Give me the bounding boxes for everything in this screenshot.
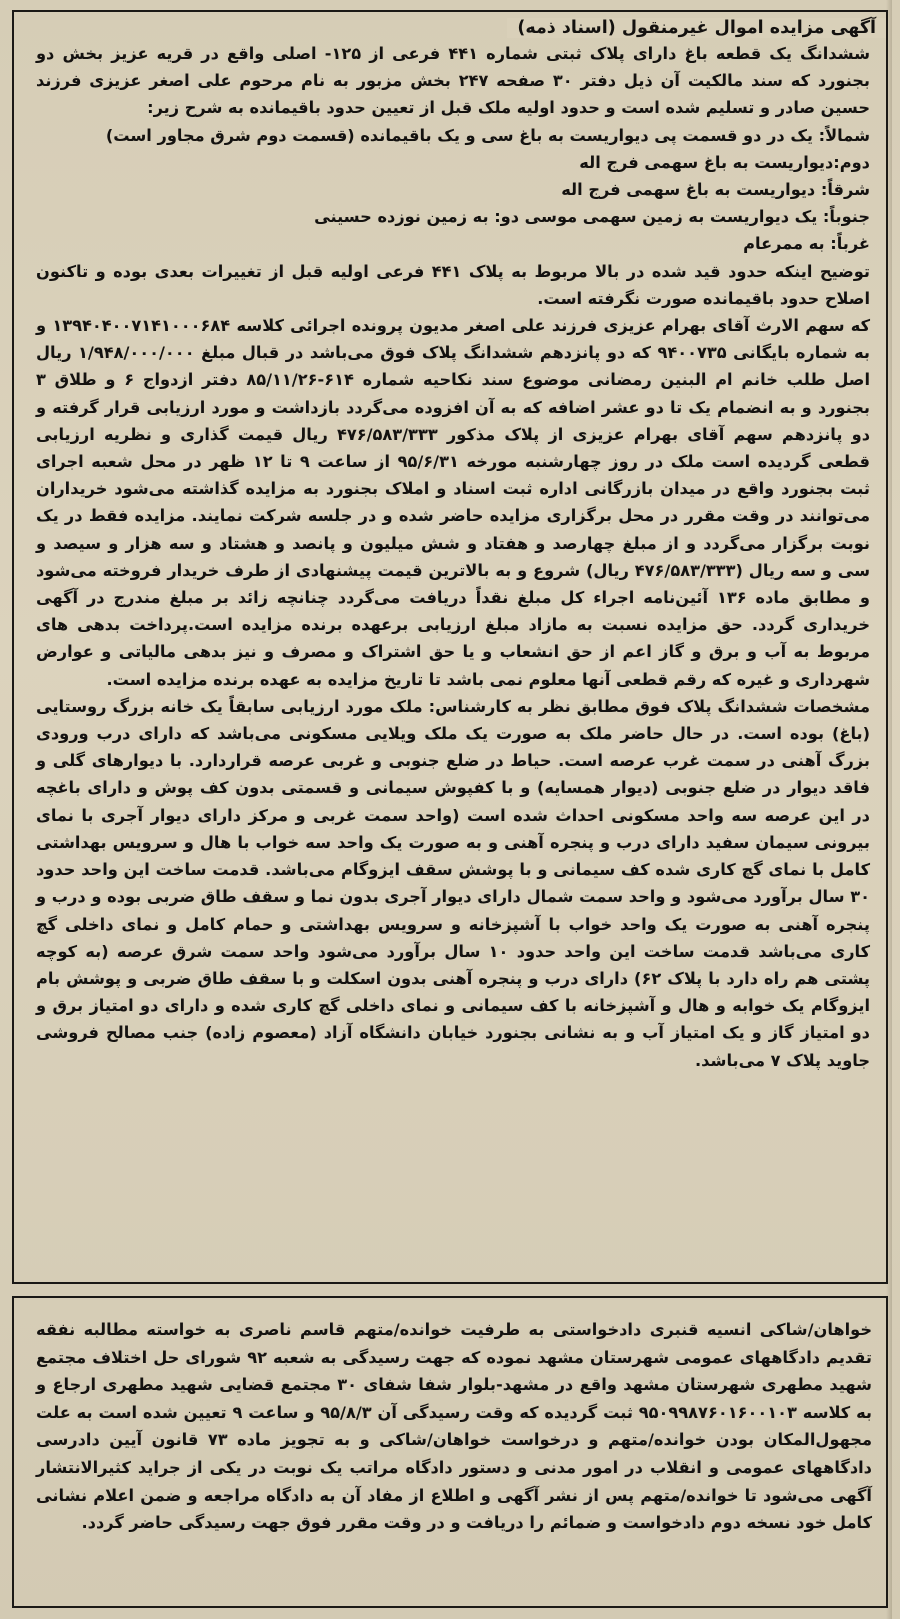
notice-boundary-east: شرقاً: دیواریست به باغ سهمی فرج اله bbox=[561, 180, 870, 200]
auction-notice-title: آگهی مزایده اموال غیرمنقول (اسناد ذمه) bbox=[507, 18, 886, 38]
court-summons-notice bbox=[12, 1296, 888, 1608]
notice-paragraph-intro: ششدانگ یک قطعه باغ دارای پلاک ثبتی شماره ۴۴۱ فرعی از ۱۲۵- اصلی واقع در قریه عزیز بخش دو بجنورد که سند مالکیت آن ذیل دفتر ۳۰ صفحه ۲۴۷ بخش مزبور به نام مرحوم علی اصغر عزیزی فرزند حسین صادر و تسلیم شده است و حدود اولیه ملک قبل از تعیین حدود باقیمانده به شرح زیر: bbox=[36, 44, 870, 118]
notice-paragraph-auction-terms: که سهم الارث آقای بهرام عزیزی فرزند علی اصغر مدیون پرونده اجرائی کلاسه ۱۳۹۴۰۴۰۰۷۱۴۱۰۰۰۶۸۴ و به شماره بایگانی ۹۴۰۰۷۳۵ که دو پانزدهم ششدانگ پلاک فوق می‌باشد در قبال مبلغ ۱/۹۴۸/۰۰۰/۰۰۰ ریال اصل طلب خانم ام البنین رمضانی موضوع سند نکاحیه شماره ۶۱۴-۸۵/۱۱/۲۶ دفتر ازدواج ۶ و طلاق ۳ بجنورد و به انضمام یک تا دو عشر اضافه که به آن افزوده می‌گردد بازداشت و مورد ارزیابی قرار گرفته و دو پانزدهم سهم آقای بهرام عزیزی از پلاک مذکور ۴۷۶/۵۸۳/۳۳۳ ریال قیمت گذاری و نظریه ارزیابی قطعی گردیده است ملک در روز چهارشنبه مورخه ۹۵/۶/۳۱ از ساعت ۹ تا ۱۲ ظهر در محل شعبه اجرای ثبت بجنورد واقع در میدان بازرگانی اداره ثبت اسناد و املاک بجنورد به مزایده گذاشته می‌شود خریداران می‌توانند در وقت مقرر در محل برگزاری مزایده حاضر شده و در جلسه شرکت نمایند. مزایده فقط در یک نوبت برگزار می‌گردد و از مبلغ چهارصد و هفتاد و شش میلیون و پانصد و هشتاد و سه هزار و سیصد و سی و سه ریال (۴۷۶/۵۸۳/۳۳۳ ریال) شروع و به بالاترین قیمت پیشنهادی از طرف خریدار فروخته می‌شود و مطابق ماده ۱۳۶ آئین‌نامه اجراء کل مبلغ نقداً دریافت می‌گردد چنانچه زائد بر مبلغ مندرج در آگهی خریداری گردد. حق مزایده نسبت به مازاد مبلغ ارزیابی برعهده برنده مزایده است.پرداخت بدهی های مربوط به آب و برق و گاز اعم از حق انشعاب و یا حق اشتراک و مصرف و نیز بدهی مالیاتی و عوارض شهرداری و غیره که رقم قطعی آنها معلوم نمی باشد تا تاریخ مزایده به عهده برنده مزایده است. bbox=[36, 316, 871, 689]
auction-notice bbox=[12, 10, 888, 1284]
notice-boundary-west: غرباً: به ممرعام bbox=[743, 234, 870, 254]
notice-paragraph-clarification: توضیح اینکه حدود قید شده در بالا مربوط به پلاک ۴۴۱ فرعی اولیه قبل از تغییرات بعدی بوده و تاکنون اصلاح حدود باقیمانده صورت نگرفته است. bbox=[36, 261, 870, 308]
notice-paragraph-property-specs: مشخصات ششدانگ پلاک فوق مطابق نظر به کارشناس: ملک مورد ارزیابی سابقاً یک خانه بزرگ روستایی (باغ) بوده است. در حال حاضر ملک به صورت یک ملک ویلایی مسکونی می‌باشد که دارای درب ورودی بزرگ آهنی در سمت غرب عرصه است. حیاط در ضلع جنوبی و غربی عرصه قراردارد. با دیوارهای گلی و فاقد دیوار در ضلع جنوبی (دیوار همسایه) و با کفپوش سیمانی و قسمتی بدون کف پوش و دارای باغچه در این عرصه سه واحد مسکونی احداث شده است (واحد سمت غربی و مرکز دارای دیوار آجری با نمای بیرونی سیمان سفید دارای درب و پنجره آهنی و به صورت یک واحد سه خواب با هال و سرویس بهداشتی کامل با نمای گچ کاری شده کف سیمانی و با پوشش سقف ایزوگام می‌باشد. قدمت ساخت این واحد حدود ۳۰ سال برآورد می‌شود و واحد سمت شمال دارای دیوار آجری بدون نما و سقف طاق ضربی بوده و درب و پنجره آهنی به صورت یک واحد خواب با آشپزخانه و سرویس بهداشتی و حمام کامل و نمای داخلی گچ کاری می‌باشد قدمت ساخت این واحد حدود ۱۰ سال برآورد می‌شود واحد سمت شرق عرصه (به کوچه پشتی هم راه دارد با پلاک ۶۲) دارای درب و پنجره آهنی بدون اسکلت و با سقف طاق ضربی و پوشش بام ایزوگام یک خوابه و هال و آشپزخانه با کف سیمانی و نمای داخلی گچ کاری شده و دارای دو امتیاز برق و دو امتیاز گاز و یک امتیاز آب و به نشانی بجنورد خیابان دانشگاه آزاد (معصوم زاده) جنب مصالح فروشی جاوید پلاک ۷ می‌باشد. bbox=[36, 696, 870, 1070]
court-summons-body bbox=[36, 1316, 872, 1537]
auction-notice-body bbox=[36, 40, 870, 1074]
auction-notice-title-wrap bbox=[14, 16, 886, 40]
court-summons-paragraph: خواهان/شاکی انسیه قنبری دادخواستی به طرفیت خوانده/متهم قاسم ناصری به خواسته مطالبه نفقه تقدیم دادگاههای عمومی شهرستان مشهد نموده که جهت رسیدگی به شعبه ۹۲ شورای حل اختلاف مجتمع شهید مطهری شهرستان مشهد واقع در مشهد-بلوار شفا شفای ۳۰ مجتمع قضایی شهید مطهری ارجاع و به کلاسه ۹۵۰۹۹۸۷۶۰۱۶۰۰۱۰۳ ثبت گردیده که وقت رسیدگی آن ۹۵/۸/۳ و ساعت ۹ تعیین شده است به علت مجهول‌المکان بودن خوانده/متهم و درخواست خواهان/شاکی و به تجویز ماده ۷۳ قانون آیین دادرسی دادگاههای عمومی و انقلاب در امور مدنی و دستور دادگاه مراتب یک نوبت در یکی از جراید کثیرالانتشار آگهی می‌شود تا خوانده/متهم پس از نشر آگهی و اطلاع از مفاد آن به دادگاه مراجعه و ضمن اعلام نشانی کامل خود نسخه دوم دادخواست و ضمائم را دریافت و در وقت مقرر فوق جهت رسیدگی حاضر گردد. bbox=[36, 1320, 872, 1533]
notice-boundary-south: جنوباً: یک دیواریست به زمین سهمی موسی دو: به زمین نوزده حسینی bbox=[314, 207, 870, 227]
notice-boundary-second: دوم:دیواریست به باغ سهمی فرج اله bbox=[579, 152, 870, 172]
notice-boundary-north: شمالاً: یک در دو قسمت پی دیواریست به باغ سی و یک باقیمانده (قسمت دوم شرق مجاور است) bbox=[105, 125, 870, 145]
